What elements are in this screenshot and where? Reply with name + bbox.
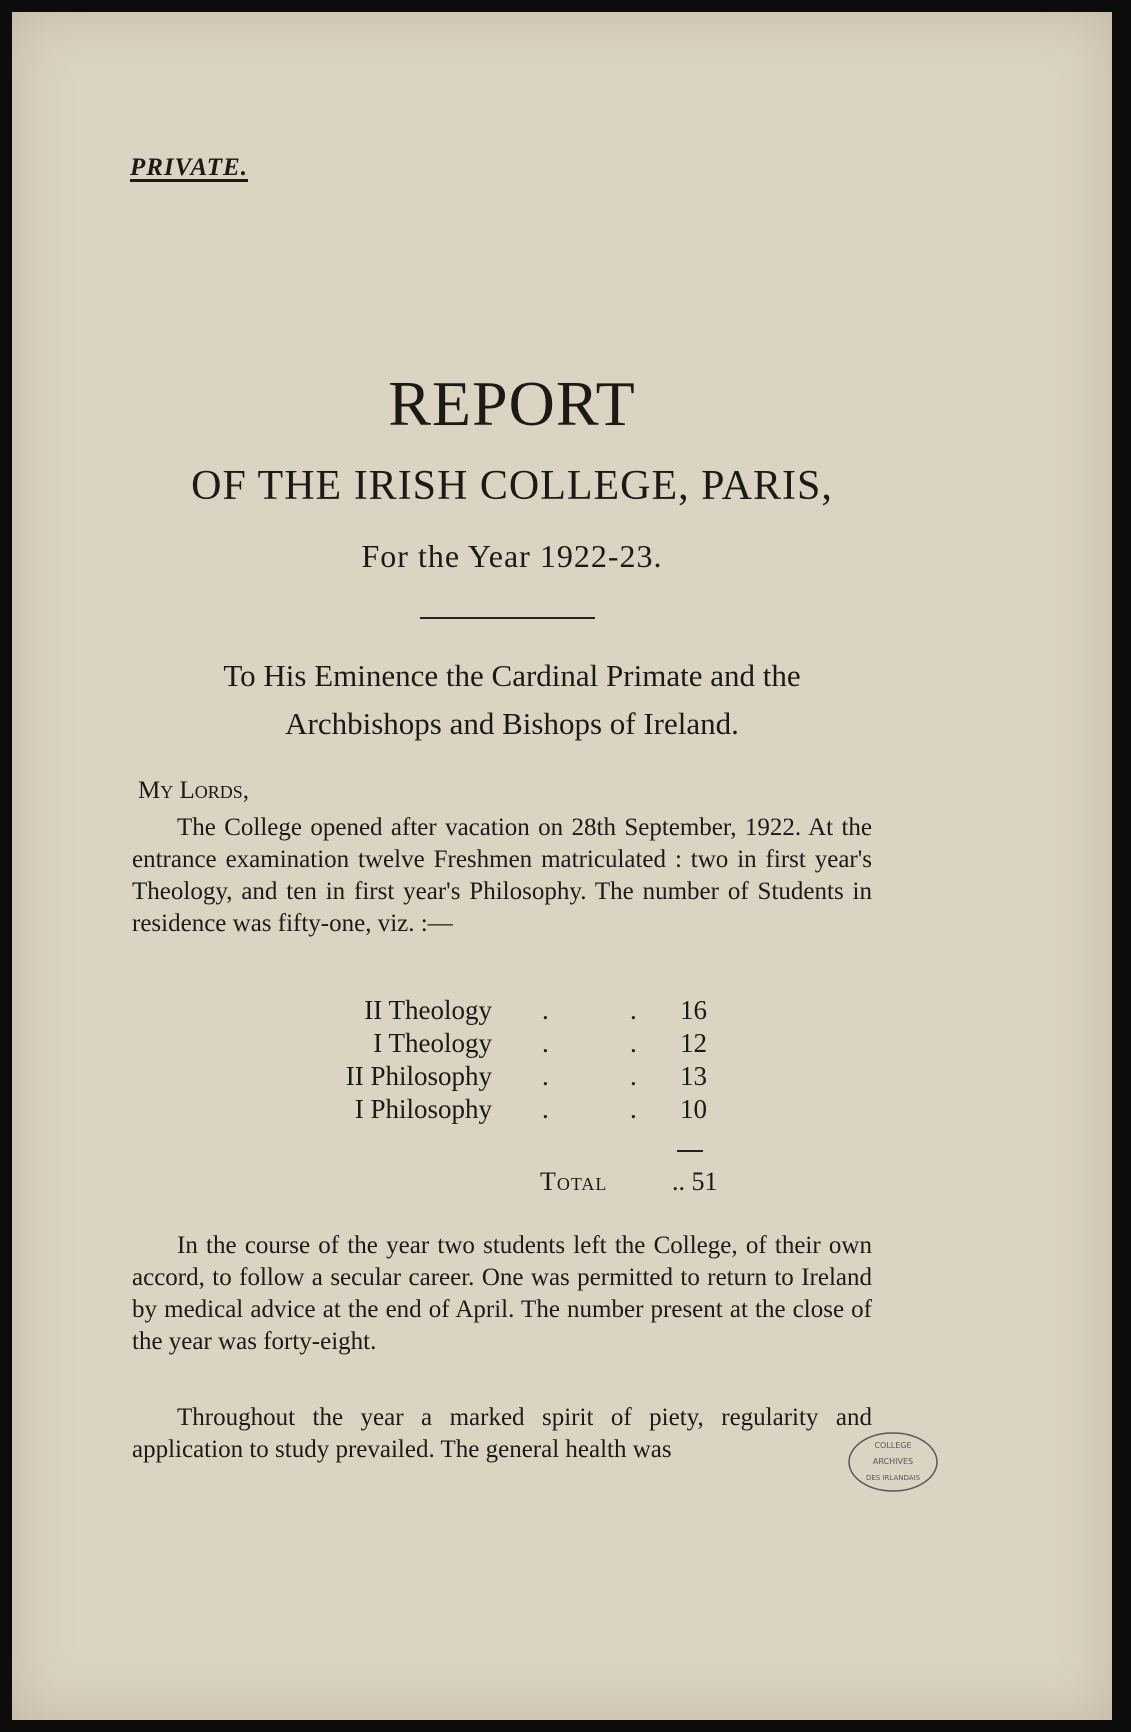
archive-stamp-icon	[847, 1430, 939, 1494]
total-label: Total	[540, 1167, 608, 1196]
stamp-line-2: ARCHIVES	[872, 1457, 914, 1466]
dedication-line-2: Archbishops and Bishops of Ireland.	[285, 706, 739, 741]
row-label: II Theology	[364, 995, 492, 1025]
paragraph-spirit	[132, 1402, 872, 1466]
residence-table	[292, 995, 742, 1127]
paragraph-opening	[132, 812, 872, 940]
table-row: I Philosophy . . 10	[354, 1094, 707, 1124]
private-label: PRIVATE.	[130, 154, 248, 181]
table-row: II Theology . . 16	[364, 995, 707, 1025]
row-value: 12	[680, 1028, 707, 1058]
salutation: My Lords,	[138, 777, 250, 804]
total-value-wrap: .. 51	[672, 1167, 718, 1196]
report-subtitle: OF THE IRISH COLLEGE, PARIS,	[191, 463, 833, 509]
report-title: REPORT	[388, 368, 636, 439]
total-value: 51	[691, 1167, 718, 1196]
row-label: I Philosophy	[354, 1094, 492, 1124]
row-label: I Theology	[373, 1028, 492, 1058]
title-divider	[420, 617, 595, 619]
row-label: II Philosophy	[345, 1061, 492, 1091]
table-row: I Theology . . 12	[373, 1028, 707, 1058]
sum-rule	[677, 1150, 703, 1152]
table-row: II Philosophy . . 13	[345, 1061, 707, 1091]
stamp-line-3: DES IRLANDAIS	[865, 1474, 921, 1482]
paragraph-text: The College opened after vacation on 28th September, 1922. At the entrance examination twelve Freshmen matriculated : two in first year's Theology, and ten in first year's Philosophy. The number of Students in residence was fifty-one, viz. :—	[132, 814, 872, 937]
paragraph-text: Throughout the year a marked spirit of piety, regularity and application to study prevailed. The general health was	[132, 1404, 872, 1463]
paragraph-text: In the course of the year two students left the College, of their own accord, to follow a secular career. One was permitted to return to Ireland by medical advice at the end of April. The number present at the close of the year was forty-eight.	[132, 1232, 872, 1355]
row-value: 10	[680, 1094, 707, 1124]
archive-stamp	[847, 1430, 939, 1494]
stamp-line-1: COLLEGE	[874, 1441, 912, 1450]
total-row	[540, 1167, 718, 1197]
report-year: For the Year 1922-23.	[361, 538, 663, 574]
dedication	[122, 652, 902, 748]
paragraph-departures	[132, 1230, 872, 1358]
row-value: 16	[680, 995, 707, 1025]
row-value: 13	[680, 1061, 707, 1091]
dedication-line-1: To His Eminence the Cardinal Primate and the	[223, 658, 801, 693]
document-page	[12, 12, 1112, 1720]
